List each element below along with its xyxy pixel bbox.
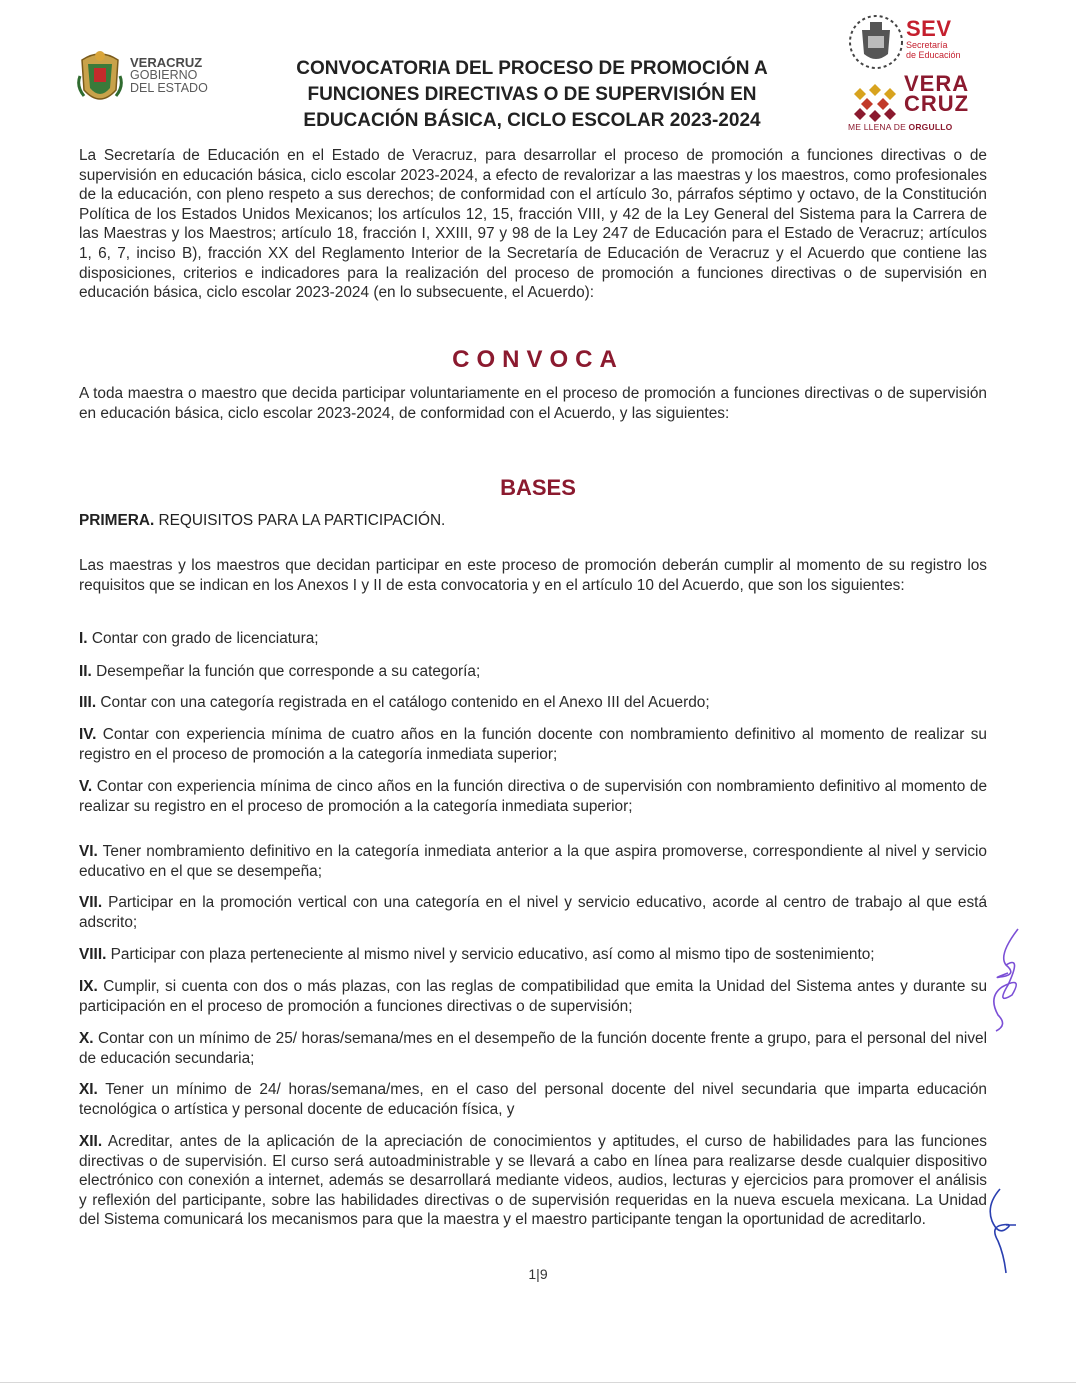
veracruz-word-line-2: CRUZ (904, 91, 970, 116)
requirement-item (79, 945, 987, 965)
title-line-1: CONVOCATORIA DEL PROCESO DE PROMOCIÓN A (296, 58, 768, 79)
requirement-text: Contar con experiencia mínima de cuatro años en la función docente con nombramiento definitivo al momento de realizar su registro en el proceso de promoción a la categoría inmediata superior; (79, 726, 987, 763)
requirement-text: Contar con experiencia mínima de cinco años en la función directiva o de supervisión con nombramiento definitivo al momento de realizar su registro en el proceso de promoción a la categoría inmediata superior; (79, 778, 987, 815)
veracruz-word-line-1: VERA (904, 71, 970, 96)
requirement-item (79, 893, 987, 932)
primera-intro-paragraph: Las maestras y los maestros que decidan participar en este proceso de promoción deberán cumplir al momento de su registro los requisitos que se indican en los Anexos I y II de esta convocatoria y en el artículo 10 del Acuerdo, que son los siguientes: (79, 557, 987, 594)
requirement-number: I. (79, 630, 88, 647)
requirement-text: Contar con una categoría registrada en el catálogo contenido en el Anexo III del Acuerdo; (100, 694, 710, 711)
veracruz-logo-text (130, 56, 208, 95)
requirement-item (79, 777, 987, 816)
title-line-3: EDUCACIÓN BÁSICA, CICLO ESCOLAR 2023-2024 (303, 110, 761, 131)
document-title (262, 56, 802, 134)
primera-label: PRIMERA. (79, 512, 155, 529)
requirement-text: Tener un mínimo de 24/ horas/semana/mes, en el caso del personal docente del nivel secundaria que imparta educación tecnológica o artística y personal docente de educación física, y (79, 1081, 987, 1118)
requirement-number: XI. (79, 1081, 98, 1098)
requirement-number: X. (79, 1030, 94, 1047)
requirement-number: VII. (79, 894, 103, 911)
logo-line-2: GOBIERNO (130, 68, 198, 82)
requirement-item (79, 725, 987, 764)
intro-paragraph: La Secretaría de Educación en el Estado de Veracruz, para desarrollar el proceso de promoción a funciones directivas o de supervisión en educación básica, ciclo escolar 2023-2024, a efecto de revalorizar a las maestras y los maestros, como profesionales de la educación, con pleno respeto a sus derechos; de conformidad con el artículo 3o, párrafos séptimo y octavo, de la Constitución Política de los Estados Unidos Mexicanos; los artículos 12, 15, fracción VIII, y 42 de la Ley General del Sistema para la Carrera de las Maestras y los Maestros; artículo 18, fracción I, XXIII, 97 y 98 de la Ley 247 de Educación para el Estado de Veracruz; artículos 1, 6, 7, inciso B), fracción XX del Reglamento Interior de la Secretaría de Educación de Veracruz y el Acuerdo que contiene las disposiciones, criterios e indicadores para la realización del proceso de promoción a funciones directivas o de supervisión en educación básica, ciclo escolar 2023-2024 (en lo subsecuente, el Acuerdo): (79, 147, 987, 302)
veracruz-tagline (848, 122, 968, 132)
requirement-number: VIII. (79, 946, 107, 963)
requirement-item (79, 693, 987, 713)
document-header (0, 0, 1076, 140)
veracruz-coat-of-arms-icon (76, 46, 124, 110)
logo-line-1: VERACRUZ (130, 55, 203, 70)
requirement-item (79, 977, 987, 1016)
page-number: 1|9 (528, 1266, 548, 1282)
requirement-number: V. (79, 778, 93, 795)
sev-text (906, 18, 961, 60)
requirement-number: IX. (79, 978, 98, 995)
sev-shield-icon (848, 14, 904, 70)
requirement-number: III. (79, 694, 97, 711)
requirement-number: II. (79, 663, 92, 680)
requirement-text: Participar en la promoción vertical con una categoría en el nivel y servicio educativo, acorde al centro de trabajo al que está adscrito; (79, 894, 988, 931)
requirement-text: Participar con plaza perteneciente al mismo nivel y servicio educativo, así como al mismo tipo de sostenimiento; (110, 946, 875, 963)
handwritten-initial (976, 1185, 1022, 1277)
sev-line-1: Secretaría (906, 40, 948, 50)
requirement-item (79, 1132, 987, 1230)
title-line-2: FUNCIONES DIRECTIVAS O DE SUPERVISIÓN EN (307, 84, 757, 105)
requirement-text: Cumplir, si cuenta con dos o más plazas, con las reglas de compatibilidad que emita la Unidad del Sistema antes y durante su participación en el proceso de promoción a funciones directivas o de supervisión; (79, 978, 987, 1015)
page-edge-divider (0, 1382, 1076, 1383)
veracruz-government-logo (76, 46, 256, 110)
veracruz-flower-icon (850, 78, 900, 128)
requirement-number: XII. (79, 1133, 103, 1150)
sev-logo (848, 14, 1008, 139)
convoca-paragraph: A toda maestra o maestro que decida participar voluntariamente en el proceso de promoción a funciones directivas o de supervisión en educación básica, ciclo escolar 2023-2024, de conformidad con el Acuerdo, y las siguientes: (79, 385, 987, 422)
convoca-heading: CONVOCA (452, 346, 624, 373)
requirement-number: VI. (79, 843, 98, 860)
requirement-item (79, 1080, 987, 1119)
tagline-bold: ORGULLO (908, 122, 953, 132)
sev-line-2: de Educación (906, 50, 961, 60)
requirement-item (79, 629, 987, 649)
sev-abbr: SEV (906, 16, 952, 41)
primera-text: REQUISITOS PARA LA PARTICIPACIÓN. (158, 512, 446, 529)
requirement-item (79, 662, 987, 682)
requirement-text: Acreditar, antes de la aplicación de la apreciación de conocimientos y aptitudes, el curso de habilidades para las funciones directivas o de supervisión. El curso será autoadministrable y se llevará a cabo en línea para realizarse desde cualquier dispositivo electrónico con conexión a internet, además se desarrollará mediante videos, audios, lecturas y ejercicios para promover el análisis y reflexión del participante, sobre las habilidades directivas o de supervisión requeridas en la nueva escuela mexicana. La Unidad del Sistema comunicará los mecanismos para que la maestra y el maestro participante tengan la oportunidad de acreditarlo. (79, 1133, 987, 1229)
handwritten-signature (978, 925, 1028, 1035)
requirement-text: Contar con grado de licenciatura; (91, 630, 319, 647)
requirement-text: Tener nombramiento definitivo en la categoría inmediata anterior a la que aspira promoverse, correspondiente al nivel y servicio educativo en el que se desempeña; (79, 843, 987, 880)
primera-heading (79, 512, 445, 530)
requirement-item (79, 1029, 987, 1068)
logo-line-3: DEL ESTADO (130, 81, 208, 95)
requirement-item (79, 842, 987, 881)
requirement-text: Desempeñar la función que corresponde a su categoría; (96, 663, 481, 680)
bases-heading: BASES (500, 475, 576, 500)
requirement-number: IV. (79, 726, 97, 743)
requirement-text: Contar con un mínimo de 25/ horas/semana/mes en el desempeño de la función docente frente a grupo, para el personal del nivel de educación secundaria; (79, 1030, 987, 1067)
veracruz-wordmark (904, 71, 970, 116)
tagline-text: ME LLENA DE (848, 122, 906, 132)
